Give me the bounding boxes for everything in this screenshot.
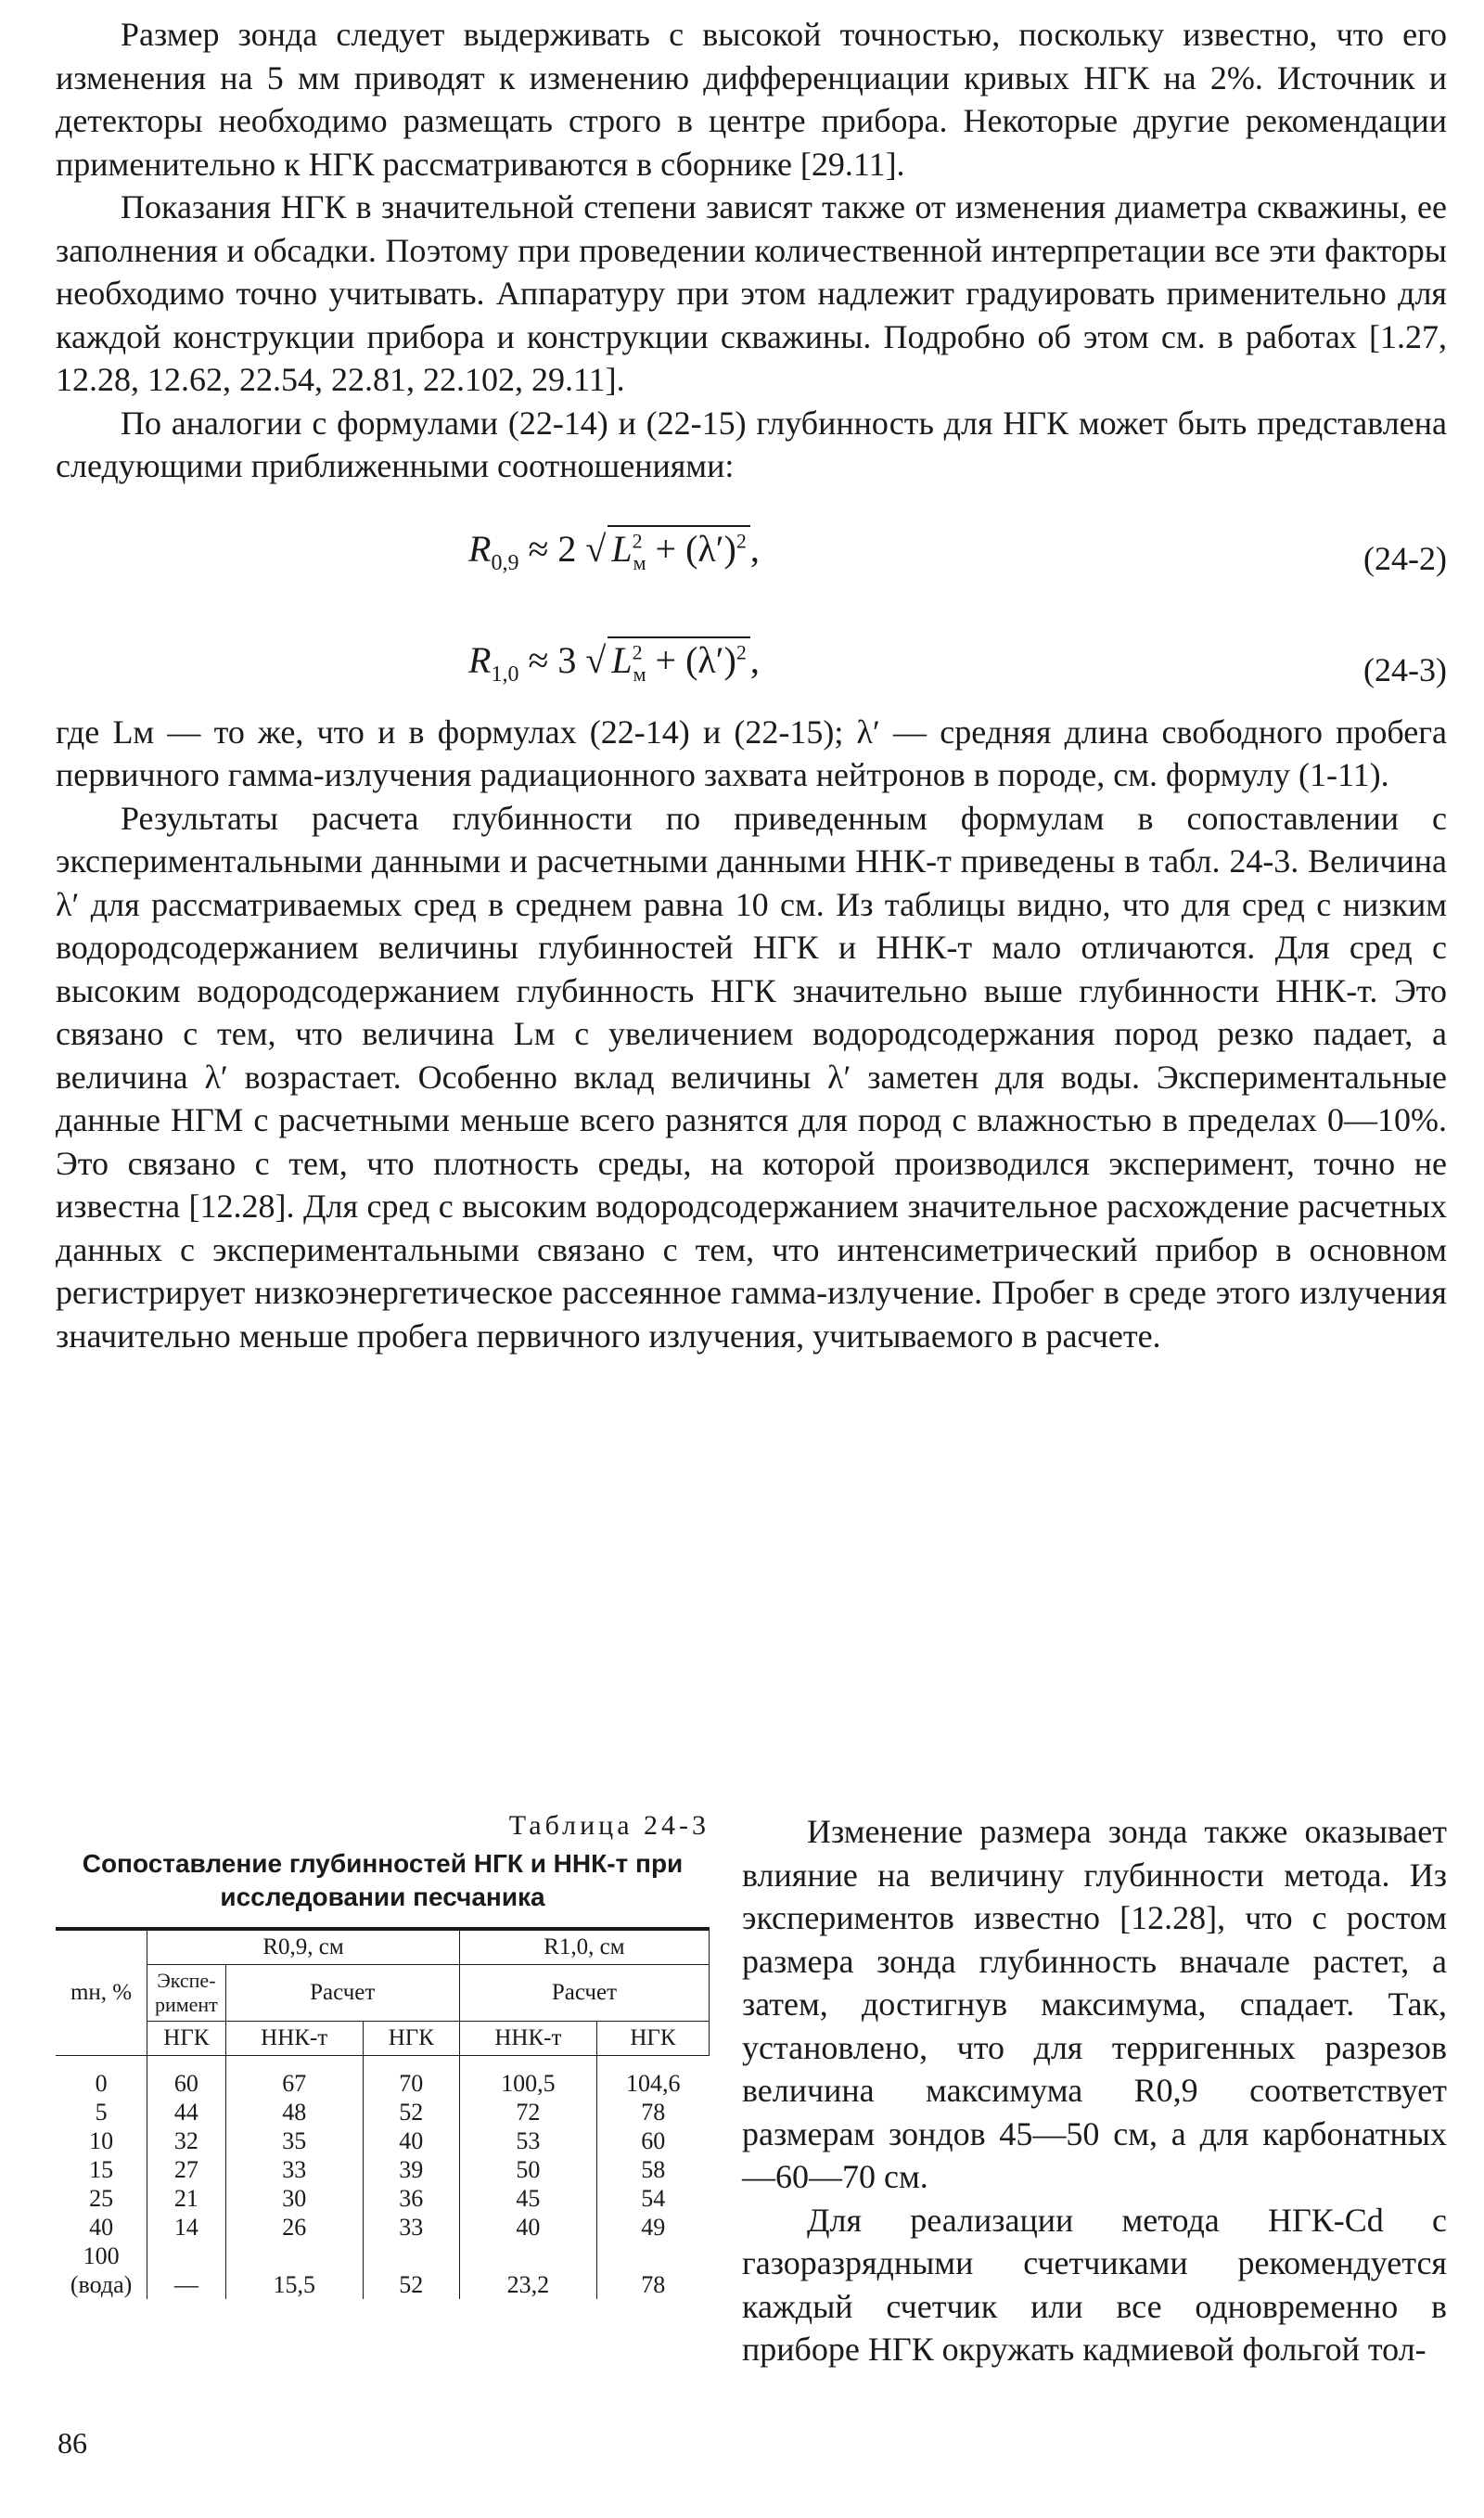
column-header-calc: Расчет bbox=[225, 1965, 459, 2022]
paragraph: Для реализации метода НГК-Cd с газоразрядными счетчиками рекомендуется каждый счетчик или все одновременно в приборе НГК окружать кадмиевой фольгой тол- bbox=[742, 2201, 1447, 2368]
column-header-nnk: ННК-т bbox=[225, 2022, 363, 2056]
paragraph: Показания НГК в значительной степени зависят также от изменения диаметра скважины, ее заполнения и обсадки. Поэтому при проведении количественной интерпретации все эти факторы необходимо точно учитывать. Аппаратуру при этом надлежит градуировать применительно для каждой конструкции прибора и конструкции скважины. Подробно об этом см. в работах [1.27, 12.28, 12.62, 22.54, 22.81, 22.102, 29.11]. bbox=[56, 188, 1447, 398]
table-row: 0 60 67 70 100,5 104,6 bbox=[56, 2056, 710, 2099]
column-header-calc: Расчет bbox=[459, 1965, 709, 2022]
paragraph: Размер зонда следует выдерживать с высокой точностью, поскольку известно, что его изменения на 5 мм приводят к изменению дифференциации кривых НГК на 2%. Источник и детекторы необходимо размещать строго в центре прибора. Некоторые другие рекомендации применительно к НГК рассматриваются в сборнике [29.11]. bbox=[56, 16, 1447, 183]
table-row: 40 14 26 33 40 49 bbox=[56, 2213, 710, 2242]
table-row: 5 44 48 52 72 78 bbox=[56, 2098, 710, 2126]
formula-24-3: $R_{1,0} \approx 3$ √ $L^2_м + (\lambda')^2$ , (24-3) bbox=[56, 599, 1447, 711]
table-row: 25 21 30 36 45 54 bbox=[56, 2184, 710, 2213]
table-row: 100 bbox=[56, 2242, 710, 2270]
column-group-r10: R1,0, см bbox=[459, 1929, 709, 1965]
column-group-r09: R0,9, см bbox=[147, 1929, 460, 1965]
table-24-3 bbox=[56, 1810, 710, 2299]
column-header-ngk: НГК bbox=[363, 2022, 459, 2056]
column-header-experiment: Экспе-римент bbox=[147, 1965, 226, 2022]
column-header-ngk: НГК bbox=[596, 2022, 709, 2056]
data-table bbox=[56, 1927, 710, 2299]
right-column bbox=[742, 1810, 1447, 2371]
formula-number: (24-2) bbox=[1363, 539, 1447, 577]
page-number: 86 bbox=[58, 2426, 87, 2460]
column-header-mn: mн, % bbox=[56, 1929, 147, 2056]
formula-number: (24-3) bbox=[1363, 650, 1447, 688]
page-content bbox=[56, 13, 1447, 2368]
table-title: Сопоставление глубинностей НГК и ННК-т при исследовании песчаника bbox=[82, 1849, 684, 1911]
paragraph: По аналогии с формулами (22-14) и (22-15) глубинность для НГК может быть представлена следующими приближенными соотношениями: bbox=[56, 404, 1447, 484]
column-header-nnk: ННК-т bbox=[459, 2022, 596, 2056]
table-caption: Таблица 24-3 bbox=[508, 1810, 710, 1841]
column-header-ngk: НГК bbox=[147, 2022, 226, 2056]
paragraph: Изменение размера зонда также оказывает влияние на величину глубинности метода. Из экспериментов известно [12.28], что с ростом размера зонда глубинность вначале растет, а затем, достигнув максимума, спадает. Так, установлено, что для терригенных разрезов величина максимума R0,9 соответствует размерам зондов 45—50 см, а для карбонатных —60—70 см. bbox=[742, 1813, 1447, 2195]
table-row: 10 32 35 40 53 60 bbox=[56, 2126, 710, 2155]
paragraph: где Lм — то же, что и в формулах (22-14) и (22-15); λ′ — средняя длина свободного пробега первичного гамма-излучения радиационного захвата нейтронов в породе, см. формулу (1-11). bbox=[56, 713, 1447, 793]
table-row: (вода) — 15,5 52 23,2 78 bbox=[56, 2270, 710, 2299]
formula-24-2: $R_{0,9} \approx 2$ √ $L^2_м + (\lambda')^2$ , (24-2) bbox=[56, 488, 1447, 599]
table-row: 15 27 33 39 50 58 bbox=[56, 2155, 710, 2184]
paragraph: Результаты расчета глубинности по приведенным формулам в сопоставлении с экспериментальными данными и расчетными данными ННК-т приведены в табл. 24-3. Величина λ′ для рассматриваемых сред в среднем равна 10 см. Из таблицы видно, что для сред с низким водородсодержанием величины глубинностей НГК и ННК-т мало отличаются. Для сред с высоким водородсодержанием глубинность НГК значительно выше глубинности ННК-т. Это связано с тем, что величина Lм с увеличением водородсодержания пород резко падает, а величина λ′ возрастает. Особенно вклад величины λ′ заметен для воды. Экспериментальные данные НГМ с расчетными меньше всего разнятся для пород с влажностью в пределах 0—10%. Это связано с тем, что плотность среды, на которой производился эксперимент, точно не известна [12.28]. Для сред с высоким водородсодержанием значительное расхождение расчетных данных с экспериментальными связано с тем, что интенсиметрический прибор в основном регистрирует низкоэнергетическое рассеянное гамма-излучение. Пробег в среде этого излучения значительно меньше пробега первичного излучения, учитываемого в расчете. bbox=[56, 799, 1447, 1355]
